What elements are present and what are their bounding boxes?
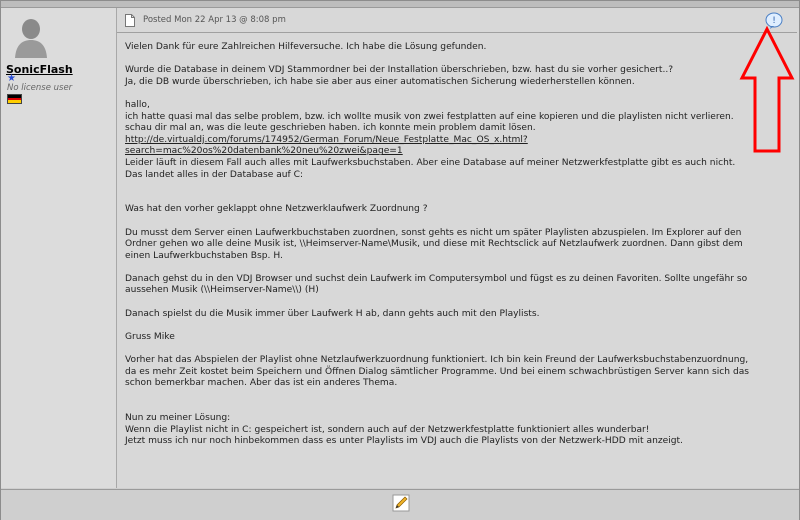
edit-pencil-icon[interactable] <box>392 494 410 512</box>
paragraph: Was hat den vorher geklappt ohne Netzwerklaufwerk Zuordnung ? <box>125 204 428 215</box>
paragraph: Du musst dem Server einen Laufwerkbuchstaben zuordnen, sonst gehts es nicht um später Playlisten abzuspielen. Im Explorer auf den Ordner gehen wo alle deine Musik ist, \\Heimserver-Name\Musik, und diese mit Rechtsclick auf Netzlaufwerk zuordnen. Dann gibst dem einen Laufwerkbuchstaben Bsp. H. <box>125 227 746 261</box>
user-rank: No license user <box>7 83 73 93</box>
paragraph: Wurde die Database in deinem VDJ Stammordner bei der Installation überschrieben, bzw. hast du sie vorher gesichert..? Ja, die DB wurde überschrieben, ich habe sie aber aus einer automatischen Sicherung wiederherstellen können. <box>125 65 674 87</box>
paragraph: Vorher hat das Abspielen der Playlist ohne Netzlaufwerkzuordnung funktioniert. Ich bin kein Freund der Laufwerksbuchstabenzuordnung, da es mehr Zeit kostet beim Speichern und Öffnen Dialog sämtlicher Programme. Und bei einem schwachbrüstigen Server kann sich das schon bemerkbar machen. Aber das ist ein anderes Thema. <box>125 355 752 389</box>
username-link[interactable]: SonicFlash <box>6 63 73 76</box>
paragraph: Vielen Dank für eure Zahlreichen Hilfeversuche. Ich habe die Lösung gefunden. <box>125 42 487 52</box>
country-flag-icon <box>7 94 22 104</box>
user-panel <box>1 8 117 488</box>
paragraph: Leider läuft in diesem Fall auch alles mit Laufwerksbuchstaben. Aber eine Database auf meiner Netzwerkfestplatte gibt es auch nicht. Das landet alles in der Database auf C: <box>125 157 739 180</box>
rank-star-icon: ★ <box>7 73 16 84</box>
paragraph: Danach gehst du in den VDJ Browser und suchst dein Laufwerk im Computersymbol und fügst es zu deinen Favoriten. Sollte ungefähr so aussehen Musik (\\Heimserver-Name\\) (H) <box>125 273 751 296</box>
avatar-icon <box>13 16 49 58</box>
post-timestamp: Posted Mon 22 Apr 13 @ 8:08 pm <box>143 15 286 25</box>
paragraph: Nun zu meiner Lösung: Wenn die Playlist nicht in C: gespeichert ist, sondern auch auf der Netzwerkfestplatte funktioniert alles wunderbar! Jetzt muss ich nur noch hinbekommen dass es unter Playlists im VDJ auch die Playlists von der Netzwerk-HDD mit anzeigt. <box>125 413 683 447</box>
red-arrow-annotation <box>739 26 795 154</box>
post-body <box>125 42 755 448</box>
paragraph: Gruss Mike <box>125 331 175 342</box>
paragraph: Danach spielst du die Musik immer über Laufwerk H ab, dann gehts auch mit den Playlists. <box>125 308 540 319</box>
post-header <box>117 8 797 33</box>
top-bar <box>1 1 799 8</box>
svg-text:!: ! <box>772 16 776 26</box>
paragraph: hallo, ich hatte quasi mal das selbe problem, bzw. ich wollte musik von zwei festplatten auf eine kopieren und die playlisten nicht verlieren. schau dir mal an, was die leute geschrieben haben. ich konnte mein problem damit lösen. <box>125 99 734 134</box>
forum-thread-link[interactable]: http://de.virtualdj.com/forums/174952/German_Forum/Neue_Festplatte_Mac_OS_x.html?search=mac%20os%20datenbank%20neu%20zwei&page=1 <box>125 134 528 157</box>
post-document-icon <box>125 14 135 27</box>
post-panel <box>117 8 799 488</box>
